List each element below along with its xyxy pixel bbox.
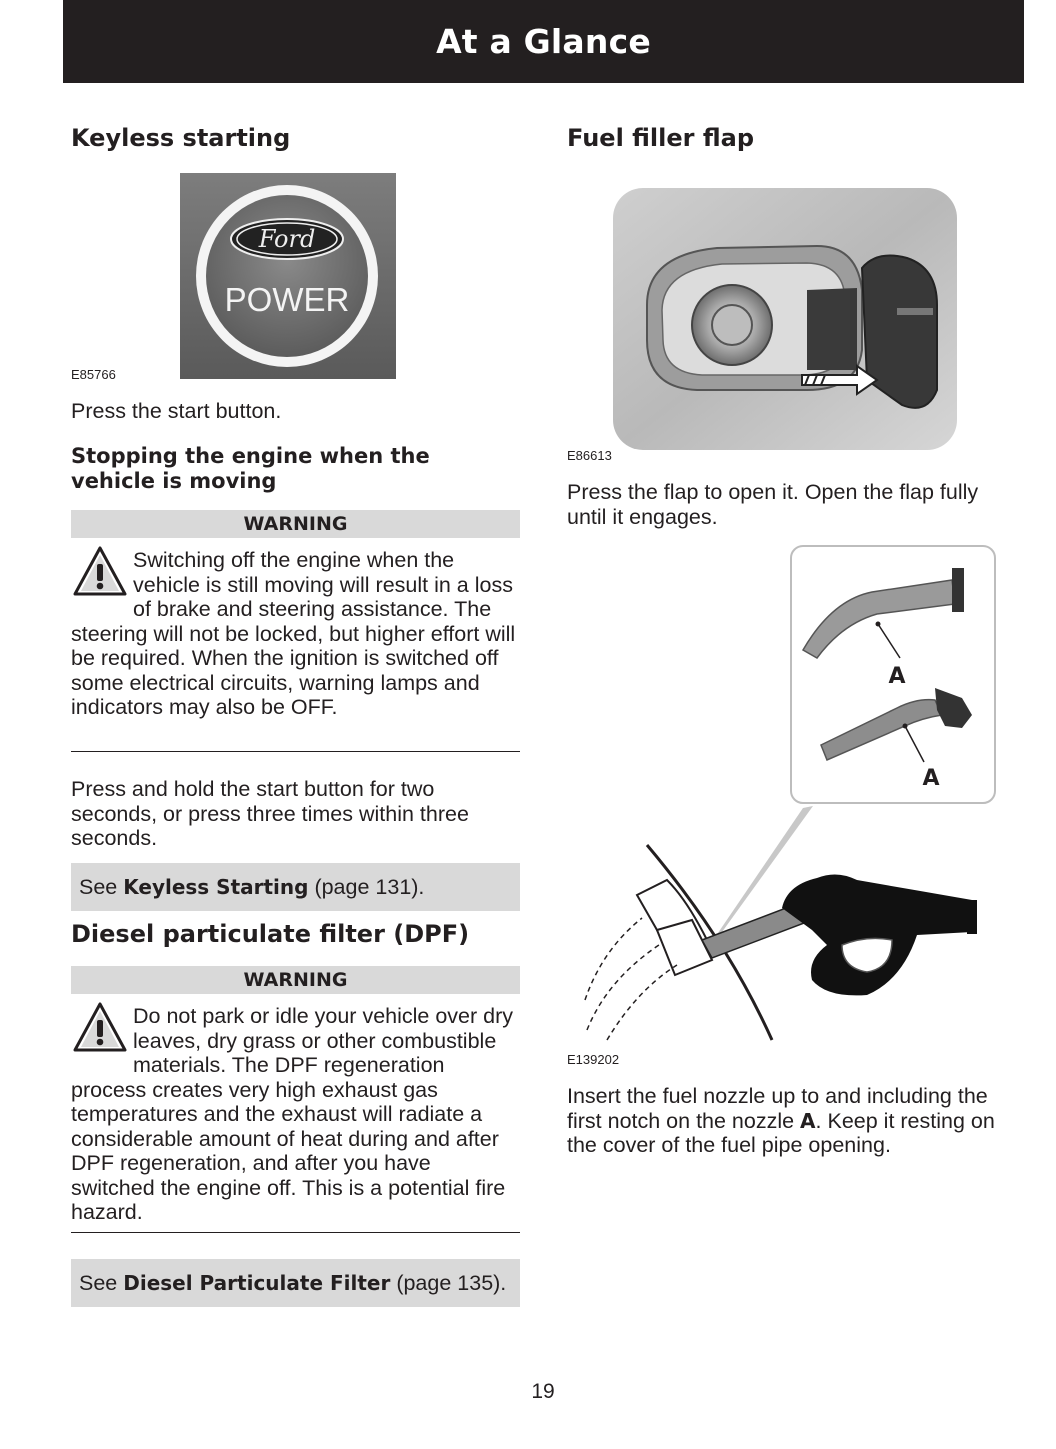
page-title: At a Glance <box>436 22 651 61</box>
reference-link[interactable]: Keyless Starting <box>123 875 309 899</box>
see-dpf-reference: See Diesel Particulate Filter (page 135). <box>71 1259 520 1307</box>
stopping-instruction: Press and hold the start button for two seconds, or press three times within three seconds. <box>71 777 469 850</box>
label-a: A <box>922 766 940 791</box>
dpf-warning-body <box>71 1004 520 1225</box>
dpf-warning-text: Do not park or idle your vehicle over dry leaves, dry grass or other combustible materials. The DPF regeneration process creates very high exhaust gas temperatures and the exhaust will radiate a considerable amount of heat during and after DPF regeneration, and after you have switched the engine off. This is a potential fire hazard. <box>71 1004 514 1224</box>
page-number: 19 <box>531 1380 555 1403</box>
divider <box>71 751 520 752</box>
warning-triangle-icon <box>71 1000 129 1056</box>
nozzle-diagram <box>567 540 1017 1060</box>
warning-triangle-icon <box>71 544 129 600</box>
ford-logo <box>231 219 343 259</box>
label-a: A <box>888 664 906 689</box>
stopping-heading: Stopping the engine when the vehicle is moving <box>71 444 430 493</box>
reference-link[interactable]: Diesel Particulate Filter <box>123 1271 391 1295</box>
dpf-heading: Diesel particulate filter (DPF) <box>71 920 470 948</box>
svg-text:Ford: Ford <box>258 225 316 253</box>
keyless-starting-heading: Keyless starting <box>71 124 291 152</box>
fuel-flap-image <box>607 180 959 450</box>
fuel-instruction-1: Press the flap to open it. Open the flap fully until it engages. <box>567 480 979 529</box>
dpf-warning-bar: WARNING <box>71 966 520 994</box>
fuel-instruction-2: Insert the fuel nozzle up to and including the first notch on the nozzle A. Keep it resting on the cover of the fuel pipe opening. <box>567 1084 995 1157</box>
warning-text: Switching off the engine when the vehicle is still moving will result in a loss of brake and steering assistance. The steering will not be locked, but higher effort will be required. When the ignition is switched off some electrical circuits, warning lamps and indicators may also be OFF. <box>71 548 516 719</box>
fuel-filler-heading: Fuel filler flap <box>567 124 755 152</box>
page-header <box>63 0 1024 83</box>
fuel-nozzle-handle <box>782 874 977 995</box>
divider <box>71 1232 520 1233</box>
warning-bar: WARNING <box>71 510 520 538</box>
power-label: POWER <box>224 281 350 318</box>
warning-body <box>71 548 520 720</box>
image-code-e139202: E139202 <box>567 1052 620 1067</box>
keyless-instruction: Press the start button. <box>71 399 282 423</box>
image-code-e85766: E85766 <box>71 367 116 382</box>
image-code-e86613: E86613 <box>567 448 612 463</box>
see-keyless-reference: See Keyless Starting (page 131). <box>71 863 520 911</box>
power-button-image <box>180 173 396 379</box>
